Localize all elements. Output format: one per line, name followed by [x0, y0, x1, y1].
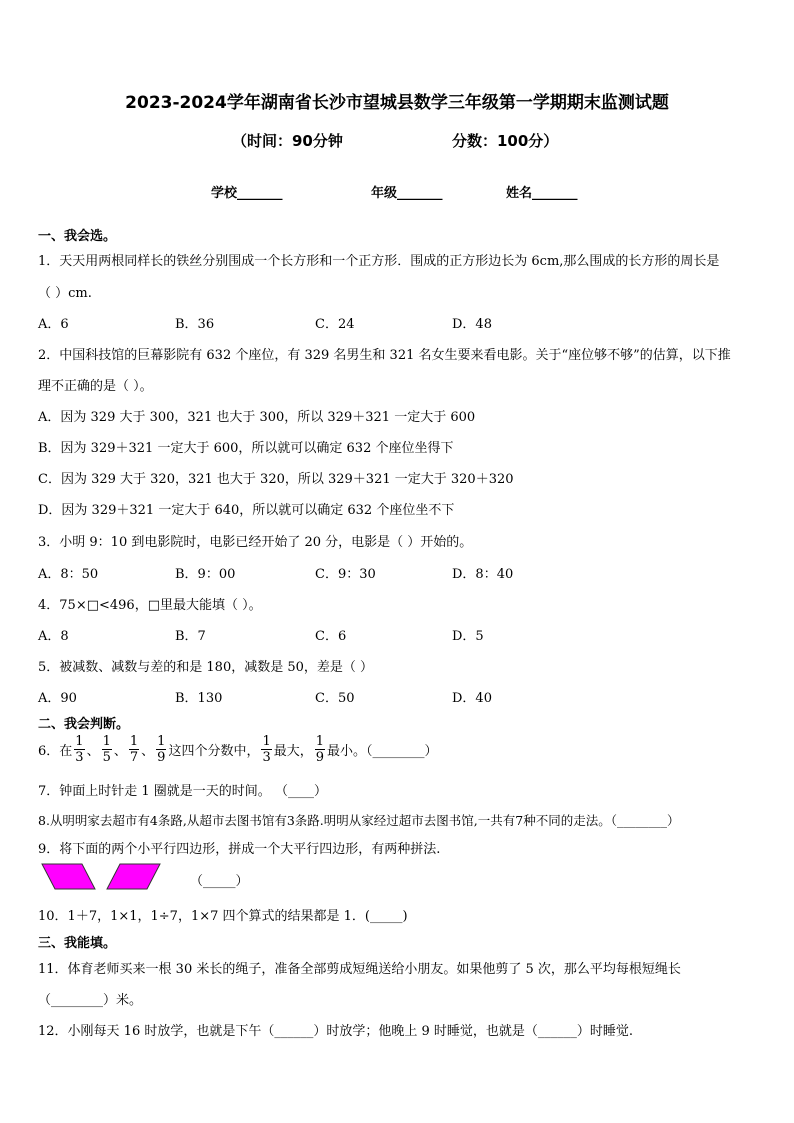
question-12-text[interactable]: 12．小刚每天 16 时放学，也就是下午（______）时放学；他晚上 9 时睡觉，也就是（______）时睡觉.	[38, 1024, 634, 1039]
fraction-numerator: 1	[262, 734, 271, 749]
fraction-1-5	[102, 735, 112, 764]
section-heading-1: 一、我会选。	[38, 229, 117, 244]
fraction-numerator: 1	[75, 734, 84, 749]
q4-option-c[interactable]: C．6	[315, 629, 347, 644]
page-title: 2023-2024学年湖南省长沙市望城县数学三年级第一学期期末监测试题	[125, 93, 669, 113]
fraction-numerator: 1	[157, 734, 166, 749]
question-11-blank[interactable]: （________）米。	[38, 993, 143, 1008]
q5-option-c[interactable]: C．50	[315, 691, 355, 706]
q6-prefix: 6．在	[38, 744, 73, 759]
fraction-denominator: 5	[102, 750, 111, 765]
q6-end-text[interactable]: 最小。（________）	[327, 744, 438, 759]
q5-option-b[interactable]: B．130	[175, 691, 223, 706]
q9-answer-blank[interactable]: （_____）	[190, 874, 249, 889]
fraction-numerator: 1	[102, 734, 111, 749]
fraction-numerator: 1	[129, 734, 139, 749]
parallelogram-2	[107, 864, 160, 889]
fraction-denominator: 9	[315, 750, 325, 765]
question-4-text: 4．75×□<496，□里最大能填（ ）。	[38, 598, 262, 613]
q1-option-d[interactable]: D．48	[452, 317, 492, 332]
question-6-text	[38, 735, 438, 764]
school-field[interactable]: 学校_______	[211, 186, 283, 201]
q6-separator: 、	[141, 744, 155, 759]
score-label: 分数：100分）	[452, 132, 559, 150]
q3-option-b[interactable]: B．9：00	[175, 567, 236, 582]
q1-option-a[interactable]: A．6	[38, 317, 69, 332]
question-1-text-cont: （ ）cm.	[38, 286, 92, 301]
fraction-1-9	[156, 735, 166, 764]
q2-option-c[interactable]: C．因为 329 大于 320，321 也大于 320，所以 329＋321 一定大于 320＋320	[38, 472, 514, 487]
question-8-text[interactable]: 8.从明明家去超市有4条路,从超市去图书馆有3条路.明明从家经过超市去图书馆,一共有7种不同的走法。（________）	[38, 813, 680, 828]
q6-separator: 、	[113, 744, 127, 759]
question-9-text: 9．将下面的两个小平行四边形，拼成一个大平行四边形，有两种拼法.	[38, 842, 441, 857]
time-label: （时间：90分钟	[232, 132, 343, 150]
parallelograms-figure	[40, 862, 170, 892]
question-5-text: 5．被减数、减数与差的和是 180，减数是 50，差是（ ）	[38, 660, 374, 675]
grade-field[interactable]: 年级_______	[371, 186, 443, 201]
fraction-denominator: 7	[129, 750, 139, 765]
q5-option-a[interactable]: A．90	[38, 691, 77, 706]
q4-option-b[interactable]: B．7	[175, 629, 206, 644]
q1-option-b[interactable]: B．36	[175, 317, 215, 332]
question-11-text: 11．体育老师买来一根 30 米长的绳子，准备全部剪成短绳送给小朋友。如果他剪了 5 次，那么平均每根短绳长	[38, 962, 681, 977]
fraction-denominator: 3	[75, 750, 84, 765]
fraction-denominator: 3	[262, 750, 271, 765]
fraction-1-3	[74, 735, 84, 764]
question-10-text[interactable]: 10．1＋7，1×1，1÷7，1×7 四个算式的结果都是 1．(_____)	[38, 909, 408, 924]
q4-option-d[interactable]: D．5	[452, 629, 484, 644]
q3-option-a[interactable]: A．8：50	[38, 567, 99, 582]
question-2-text: 2．中国科技馆的巨幕影院有 632 个座位，有 329 名男生和 321 名女生要来看电影。关于“座位够不够”的估算，以下推	[38, 348, 731, 363]
q6-mid-text: 这四个分数中，	[168, 744, 260, 759]
fraction-denominator: 9	[157, 750, 166, 765]
section-heading-3: 三、我能填。	[38, 936, 117, 951]
q3-option-c[interactable]: C．9：30	[315, 567, 376, 582]
q4-option-a[interactable]: A．8	[38, 629, 69, 644]
question-1-text: 1．天天用两根同样长的铁丝分别围成一个长方形和一个正方形．围成的正方形边长为 6cm,那么围成的长方形的周长是	[38, 254, 720, 269]
q2-option-b[interactable]: B．因为 329＋321 一定大于 600，所以就可以确定 632 个座位坐得下	[38, 441, 454, 456]
q2-option-d[interactable]: D．因为 329＋321 一定大于 640，所以就可以确定 632 个座位坐不下	[38, 503, 455, 518]
q2-option-a[interactable]: A．因为 329 大于 300，321 也大于 300，所以 329＋321 一定大于 600	[38, 410, 476, 425]
fraction-smallest	[315, 735, 325, 764]
q1-option-c[interactable]: C．24	[315, 317, 355, 332]
fraction-largest	[261, 735, 271, 764]
name-field[interactable]: 姓名_______	[506, 186, 578, 201]
parallelogram-1	[42, 864, 95, 889]
question-2-text-cont: 理不正确的是（ ）。	[38, 379, 153, 394]
q3-option-d[interactable]: D．8：40	[452, 567, 514, 582]
question-7-text[interactable]: 7．钟面上时针走 1 圈就是一天的时间。 （____）	[38, 784, 327, 799]
section-heading-2: 二、我会判断。	[38, 717, 130, 732]
q6-mid-text-2: 最大，	[273, 744, 313, 759]
q6-separator: 、	[86, 744, 100, 759]
question-3-text: 3．小明 9：10 到电影院时，电影已经开始了 20 分，电影是（ ）开始的。	[38, 535, 473, 550]
fraction-1-7	[129, 735, 139, 764]
q5-option-d[interactable]: D．40	[452, 691, 492, 706]
fraction-numerator: 1	[315, 734, 325, 749]
